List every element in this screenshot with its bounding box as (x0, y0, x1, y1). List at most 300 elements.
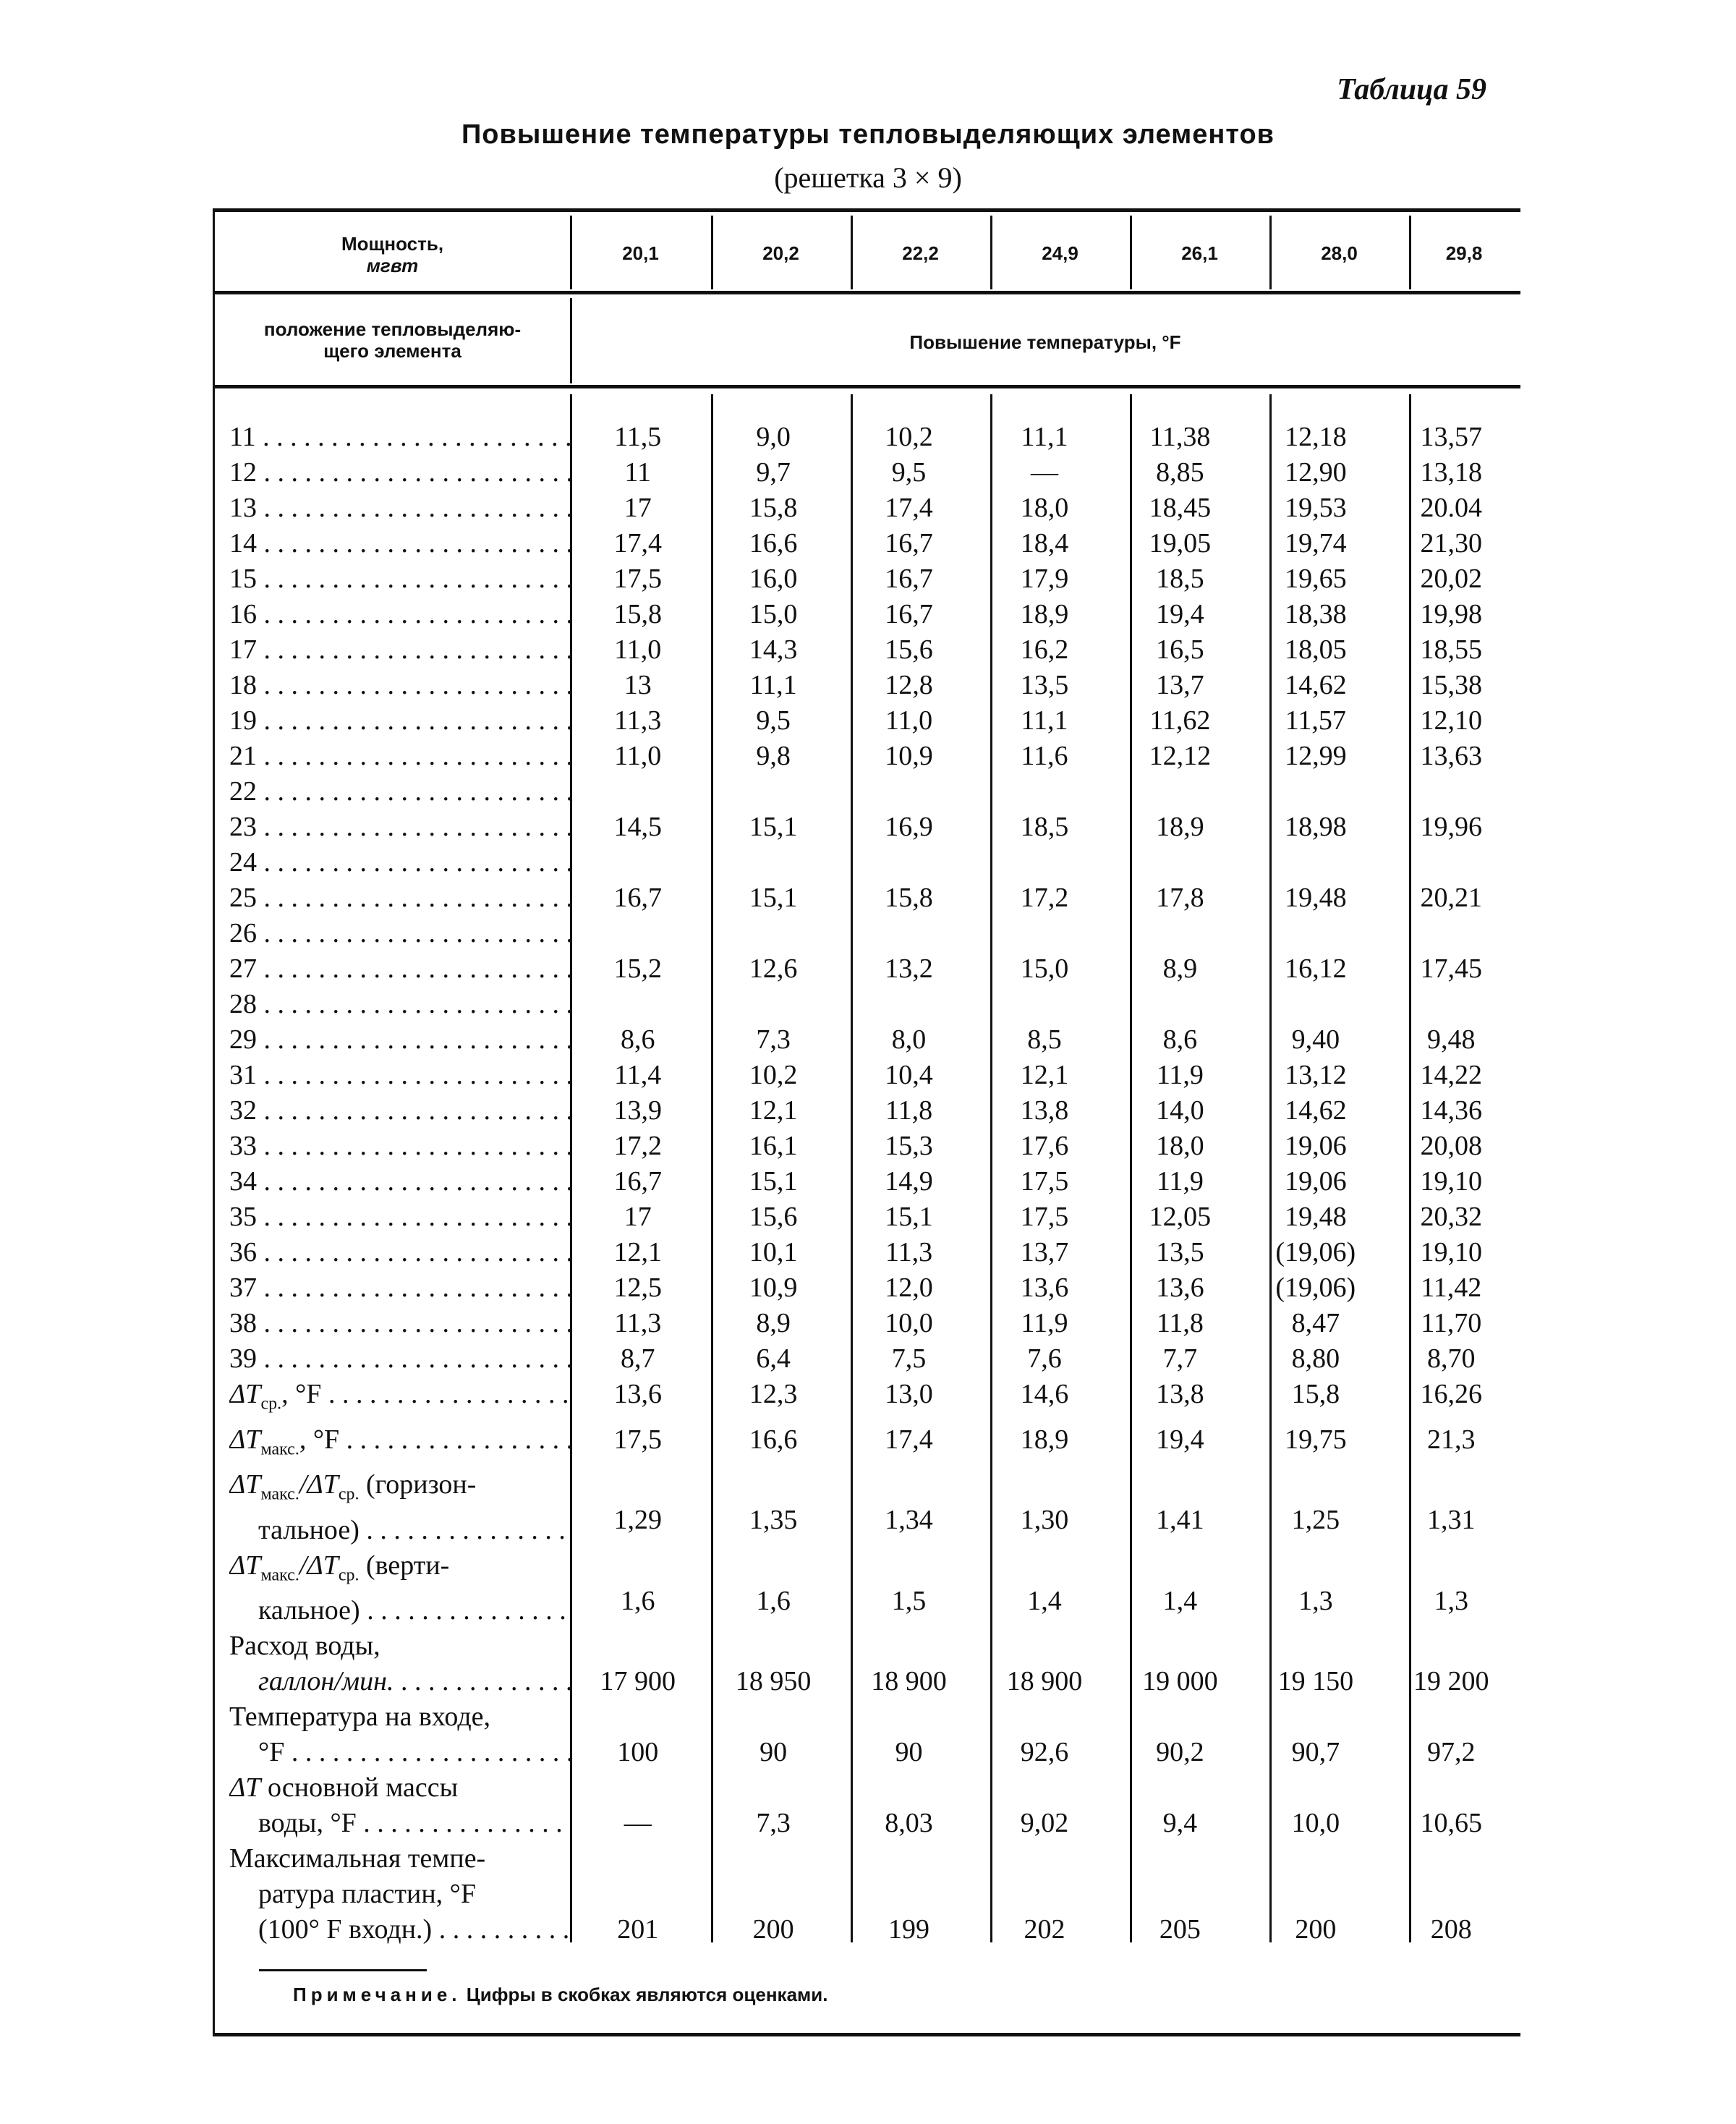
value-cell: 19,4 (1156, 1424, 1204, 1455)
value-cell: 12,99 (1285, 741, 1347, 771)
row-label-line (229, 1841, 570, 1877)
value-cell: 19,48 (1285, 1202, 1347, 1232)
value-cell: 9,02 (1020, 1808, 1069, 1839)
value-cell: 16,6 (749, 1424, 798, 1455)
value-cell (1112, 987, 1248, 1022)
value-cell: 18,0 (1156, 1131, 1204, 1161)
column-divider (1269, 216, 1272, 289)
note-rule (259, 1969, 427, 1971)
row-label-line (229, 1235, 570, 1270)
table-row (215, 420, 1519, 455)
value-cell: 12,90 (1285, 457, 1347, 488)
value-cell (705, 774, 841, 810)
value-cell (1384, 845, 1519, 880)
value-cell: 200 (752, 1914, 794, 1945)
table-row (215, 632, 1519, 668)
label-text: кальное) (258, 1595, 360, 1626)
value-cell: 11,0 (614, 634, 662, 665)
position-header (215, 318, 570, 362)
table-row (215, 1548, 1519, 1629)
value-cell: 18,5 (1020, 812, 1069, 842)
value-cell (1384, 774, 1519, 810)
value-cell (841, 774, 977, 810)
column-divider (851, 216, 853, 289)
label-text: 12 (229, 457, 257, 488)
table-note (293, 1984, 827, 2006)
row-label-line (229, 1306, 570, 1341)
power-header (215, 233, 570, 276)
table-bottom-rule (213, 2033, 1520, 2036)
column-divider (851, 394, 853, 1942)
value-cell: 17,5 (613, 564, 662, 594)
value-cell: 15,1 (885, 1202, 933, 1232)
column-divider (1130, 216, 1132, 289)
label-text: 23 (229, 812, 257, 842)
value-cell: 17,2 (1020, 883, 1069, 913)
value-cell: 12,1 (1020, 1060, 1069, 1090)
value-cell: 15,0 (1020, 953, 1069, 984)
row-label (215, 774, 570, 810)
value-cell: 18,55 (1420, 634, 1482, 665)
table-row (215, 845, 1519, 880)
row-label (215, 1164, 570, 1199)
label-text: 13 (229, 493, 257, 523)
note-text: Цифры в скобках являются оценками. (461, 1984, 828, 2005)
value-cell (1248, 845, 1383, 880)
row-label (215, 845, 570, 880)
row-label-line (229, 774, 570, 810)
value-cell: 17,5 (1020, 1202, 1069, 1232)
table-row (215, 1377, 1519, 1422)
power-value: 20,1 (622, 242, 659, 264)
value-cell: 18,45 (1149, 493, 1212, 523)
value-cell: 16,26 (1420, 1379, 1482, 1409)
row-label (215, 1548, 570, 1629)
value-cell: 208 (1430, 1914, 1472, 1945)
label-text: (100° F входн.) (258, 1914, 433, 1945)
value-cell: 19,05 (1149, 528, 1212, 558)
row-label (215, 1699, 570, 1770)
value-cell (977, 987, 1112, 1022)
table-row (215, 1022, 1519, 1058)
value-cell: 11,4 (614, 1060, 662, 1090)
table-row (215, 597, 1519, 632)
row-label (215, 1270, 570, 1306)
value-cell: 12,0 (885, 1273, 933, 1303)
label-text: ΔT (229, 1469, 261, 1500)
value-cell: 19,74 (1285, 528, 1347, 558)
value-cell: 11,9 (1156, 1060, 1204, 1090)
row-label (215, 420, 570, 455)
value-cell: 10,1 (749, 1237, 798, 1267)
value-cell: 18,38 (1285, 599, 1347, 629)
value-cell: 8,6 (1162, 1024, 1198, 1055)
row-label (215, 1377, 570, 1422)
label-text: 18 (229, 670, 257, 700)
value-cell: 8,7 (620, 1343, 655, 1374)
value-cell: 11,3 (885, 1237, 933, 1267)
value-cell: 17 (624, 493, 652, 523)
value-cell (977, 774, 1112, 810)
value-cell: 19 000 (1142, 1666, 1218, 1697)
table-row (215, 987, 1519, 1022)
value-cell: 20,32 (1420, 1202, 1482, 1232)
row-label-line (229, 1199, 570, 1235)
table-row (215, 880, 1519, 916)
value-cell: 13,7 (1020, 1237, 1069, 1267)
row-label-line (229, 1513, 570, 1548)
value-cell (977, 916, 1112, 951)
value-cell: 18,9 (1156, 812, 1204, 842)
value-cell: 13,6 (1020, 1273, 1069, 1303)
value-cell: 19 200 (1413, 1666, 1489, 1697)
power-value: 28,0 (1321, 242, 1358, 264)
value-cell (1112, 774, 1248, 810)
column-divider (1130, 394, 1132, 1942)
value-cell: 12,5 (613, 1273, 662, 1303)
value-cell: 90,2 (1156, 1737, 1204, 1768)
value-cell: 11,8 (885, 1095, 933, 1126)
label-text: (верти- (359, 1550, 450, 1581)
value-cell: 8,85 (1156, 457, 1204, 488)
value-cell: 21,3 (1426, 1424, 1476, 1455)
value-cell: 17,4 (885, 1424, 933, 1455)
value-cell (841, 916, 977, 951)
value-cell (841, 987, 977, 1022)
value-cell: 1,6 (620, 1585, 655, 1616)
value-cell (570, 845, 705, 880)
value-cell: 14,22 (1420, 1060, 1482, 1090)
row-label-line (229, 1270, 570, 1306)
label-text: основной массы (260, 1772, 459, 1804)
row-label-line (229, 1770, 570, 1806)
row-label (215, 1341, 570, 1377)
row-label-line (229, 632, 570, 668)
label-text: ΔT (229, 1772, 261, 1804)
row-label-line (229, 526, 570, 561)
value-cell: 16,12 (1285, 953, 1347, 984)
table-row (215, 1699, 1519, 1770)
row-label-line (229, 561, 570, 597)
row-label (215, 1093, 570, 1129)
label-text: 21 (229, 741, 257, 771)
row-label-line (229, 1664, 570, 1699)
value-cell: 19,98 (1420, 599, 1482, 629)
value-cell: 15,6 (885, 634, 933, 665)
label-text: ратура пластин, °F (258, 1879, 476, 1910)
value-cell: 14,9 (885, 1166, 933, 1197)
label-text: воды, °F (258, 1808, 357, 1839)
value-cell: 12,3 (749, 1379, 798, 1409)
row-label (215, 632, 570, 668)
value-cell: 17,6 (1020, 1131, 1069, 1161)
row-label (215, 1235, 570, 1270)
row-label-line (229, 845, 570, 880)
column-divider (570, 216, 572, 289)
row-label (215, 1770, 570, 1841)
value-cell: 17,45 (1420, 953, 1482, 984)
value-cell: 9,7 (756, 457, 791, 488)
power-value: 26,1 (1181, 242, 1218, 264)
value-cell (1112, 845, 1248, 880)
row-label-line (229, 1806, 570, 1841)
value-cell: 17,9 (1020, 564, 1069, 594)
value-cell: 19,06 (1285, 1166, 1347, 1197)
row-label-line (229, 1735, 570, 1770)
value-cell: 18 900 (1006, 1666, 1083, 1697)
table-subtitle: (решетка 3 × 9) (774, 161, 962, 194)
value-cell: 9,48 (1426, 1024, 1476, 1055)
value-cell: 13,0 (885, 1379, 933, 1409)
table-row (215, 1306, 1519, 1341)
value-cell: 15,0 (749, 599, 798, 629)
value-cell: 18,98 (1285, 812, 1347, 842)
label-text: макс. (260, 1440, 299, 1459)
value-cell: 15,1 (749, 883, 798, 913)
value-cell: 18,05 (1285, 634, 1347, 665)
value-cell: 13,9 (613, 1095, 662, 1126)
position-label-2: щего элемента (323, 340, 461, 362)
label-text: 36 (229, 1237, 257, 1267)
label-text: 32 (229, 1095, 257, 1126)
label-text: /ΔT (299, 1469, 339, 1500)
table-row (215, 1467, 1519, 1548)
row-label-line (229, 1164, 570, 1199)
row-label-line (229, 810, 570, 845)
value-cell: 12,12 (1149, 741, 1212, 771)
value-cell: 11,6 (1021, 741, 1068, 771)
label-text: /ΔT (299, 1550, 339, 1581)
value-cell: 10,65 (1420, 1808, 1482, 1839)
value-cell: 13,8 (1020, 1095, 1069, 1126)
value-cell: 15,3 (885, 1131, 933, 1161)
label-text: тальное) (258, 1514, 359, 1545)
table-body (215, 420, 1519, 1947)
value-cell: 11,1 (749, 670, 797, 700)
value-cell: 19,48 (1285, 883, 1347, 913)
value-cell: 14,3 (749, 634, 798, 665)
value-cell: 13,63 (1420, 741, 1482, 771)
value-cell (705, 845, 841, 880)
column-divider (711, 394, 713, 1942)
value-cell: 10,2 (885, 422, 933, 452)
value-cell: 15,6 (749, 1202, 798, 1232)
label-text: ср. (338, 1484, 359, 1504)
value-cell: 7,3 (756, 1808, 791, 1839)
column-divider (990, 216, 992, 289)
label-text: , °F (299, 1424, 340, 1455)
table-row (215, 1199, 1519, 1235)
value-cell: 9,4 (1162, 1808, 1198, 1839)
table-title: Повышение температуры тепловыделяющих элементов (461, 119, 1275, 150)
value-cell: 16,6 (749, 528, 798, 558)
row-label (215, 1022, 570, 1058)
row-label-line (229, 1877, 570, 1912)
row-label-line (229, 703, 570, 739)
note-label: Примечание. (293, 1984, 461, 2005)
value-cell: 16,7 (613, 883, 662, 913)
value-cell: 12,1 (613, 1237, 662, 1267)
header-rule (213, 291, 1520, 294)
position-label-1: положение тепловыделяю- (263, 318, 522, 340)
table-row (215, 1341, 1519, 1377)
value-cell: 1,3 (1298, 1585, 1333, 1616)
value-cell: 8,6 (620, 1024, 655, 1055)
label-text: галлон/мин. (258, 1666, 394, 1697)
value-cell: — (1030, 457, 1058, 488)
value-cell: 11 (624, 457, 651, 488)
row-label-line (229, 597, 570, 632)
value-cell (570, 987, 705, 1022)
value-cell: 15,38 (1420, 670, 1482, 700)
value-cell: 8,9 (756, 1308, 791, 1338)
column-divider (1409, 394, 1411, 1942)
value-cell: 11,1 (1021, 422, 1068, 452)
table-row (215, 1129, 1519, 1164)
table-row (215, 1770, 1519, 1841)
table-row (215, 739, 1519, 774)
row-label-line (229, 1022, 570, 1058)
value-cell (1384, 916, 1519, 951)
value-cell: 202 (1024, 1914, 1065, 1945)
value-cell: 1,5 (891, 1585, 927, 1616)
value-cell: 10,9 (749, 1273, 798, 1303)
value-cell (977, 845, 1112, 880)
value-cell: 8,5 (1027, 1024, 1062, 1055)
label-text: 22 (229, 776, 257, 807)
value-cell: 15,2 (613, 953, 662, 984)
row-label (215, 987, 570, 1022)
value-cell: 20.04 (1420, 493, 1482, 523)
value-cell: 205 (1159, 1914, 1201, 1945)
value-cell: 11,0 (614, 741, 662, 771)
value-cell: 16,7 (885, 599, 933, 629)
row-label (215, 880, 570, 916)
temperature-rise-header: Повышение температуры, °F (909, 331, 1181, 353)
row-label-line (229, 880, 570, 916)
value-cell: 9,5 (756, 705, 791, 736)
value-cell: 1,4 (1162, 1585, 1198, 1616)
value-cell: 20,08 (1420, 1131, 1482, 1161)
value-cell: 15,1 (749, 812, 798, 842)
value-cell: 11,9 (1021, 1308, 1068, 1338)
value-cell: 17,5 (1020, 1166, 1069, 1197)
row-label-line (229, 668, 570, 703)
row-label (215, 1058, 570, 1093)
value-cell: 7,3 (756, 1024, 791, 1055)
table-row (215, 455, 1519, 490)
value-cell: 13,2 (885, 953, 933, 984)
value-cell: 1,4 (1027, 1585, 1062, 1616)
row-label-line (229, 1628, 570, 1664)
value-cell: 201 (617, 1914, 659, 1945)
row-label-line (229, 1422, 570, 1468)
value-cell: 97,2 (1426, 1737, 1476, 1768)
label-text: 14 (229, 528, 257, 558)
table-row (215, 1422, 1519, 1468)
value-cell: 15,8 (885, 883, 933, 913)
row-label-line (229, 739, 570, 774)
value-cell: 10,0 (1291, 1808, 1340, 1839)
value-cell: 19,06 (1285, 1131, 1347, 1161)
column-divider (1409, 216, 1411, 289)
value-cell: 11,38 (1149, 422, 1211, 452)
value-cell: 1,25 (1291, 1505, 1340, 1536)
value-cell: 8,47 (1291, 1308, 1340, 1338)
label-text: 34 (229, 1166, 257, 1197)
value-cell: 15,8 (1291, 1379, 1340, 1409)
value-cell: 18,0 (1020, 493, 1069, 523)
label-text: 35 (229, 1202, 257, 1232)
value-cell: 19,10 (1420, 1237, 1482, 1267)
label-text: 31 (229, 1060, 257, 1090)
row-label-line (229, 1058, 570, 1093)
column-divider (1269, 394, 1272, 1942)
value-cell: 11,42 (1421, 1273, 1482, 1303)
label-text: 15 (229, 564, 257, 594)
value-cell: 19 150 (1277, 1666, 1354, 1697)
row-label (215, 916, 570, 951)
table-row (215, 1235, 1519, 1270)
label-text: 39 (229, 1343, 257, 1374)
row-label (215, 561, 570, 597)
label-text: 24 (229, 847, 257, 878)
value-cell: 92,6 (1020, 1737, 1069, 1768)
table-row (215, 1164, 1519, 1199)
label-text: ΔT (229, 1550, 261, 1581)
value-cell: 13,5 (1020, 670, 1069, 700)
table-number: Таблица 59 (1337, 73, 1486, 106)
label-text: (горизон- (359, 1469, 477, 1500)
value-cell: 11,8 (1156, 1308, 1204, 1338)
row-label-line (229, 1467, 570, 1513)
value-cell: 20,02 (1420, 564, 1482, 594)
row-label-line (229, 1912, 570, 1947)
value-cell: 17 900 (600, 1666, 676, 1697)
label-text: 16 (229, 599, 257, 629)
value-cell: 16,1 (749, 1131, 798, 1161)
value-cell: (19,06) (1275, 1273, 1356, 1303)
label-text: Максимальная темпе- (229, 1843, 486, 1874)
value-cell: 90 (895, 1737, 923, 1768)
value-cell (570, 774, 705, 810)
value-cell: 1,35 (749, 1505, 798, 1536)
value-cell: 7,7 (1162, 1343, 1198, 1374)
label-text: 25 (229, 883, 257, 913)
table-row (215, 561, 1519, 597)
label-text: 38 (229, 1308, 257, 1338)
value-cell: 12,1 (749, 1095, 798, 1126)
row-label (215, 597, 570, 632)
value-cell: 14,62 (1285, 1095, 1347, 1126)
power-value: 20,2 (762, 242, 799, 264)
value-cell (841, 845, 977, 880)
value-cell: 16,9 (885, 812, 933, 842)
value-cell: 16,7 (885, 528, 933, 558)
row-label-line (229, 455, 570, 490)
row-label-line (229, 987, 570, 1022)
value-cell: 100 (617, 1737, 659, 1768)
table-row (215, 526, 1519, 561)
value-cell: 12,05 (1149, 1202, 1212, 1232)
value-cell: 16,7 (613, 1166, 662, 1197)
value-cell: 199 (888, 1914, 930, 1945)
value-cell: 17,2 (613, 1131, 662, 1161)
value-cell: 19,53 (1285, 493, 1347, 523)
value-cell: 16,5 (1156, 634, 1204, 665)
value-cell: 200 (1295, 1914, 1337, 1945)
value-cell: 11,5 (614, 422, 662, 452)
